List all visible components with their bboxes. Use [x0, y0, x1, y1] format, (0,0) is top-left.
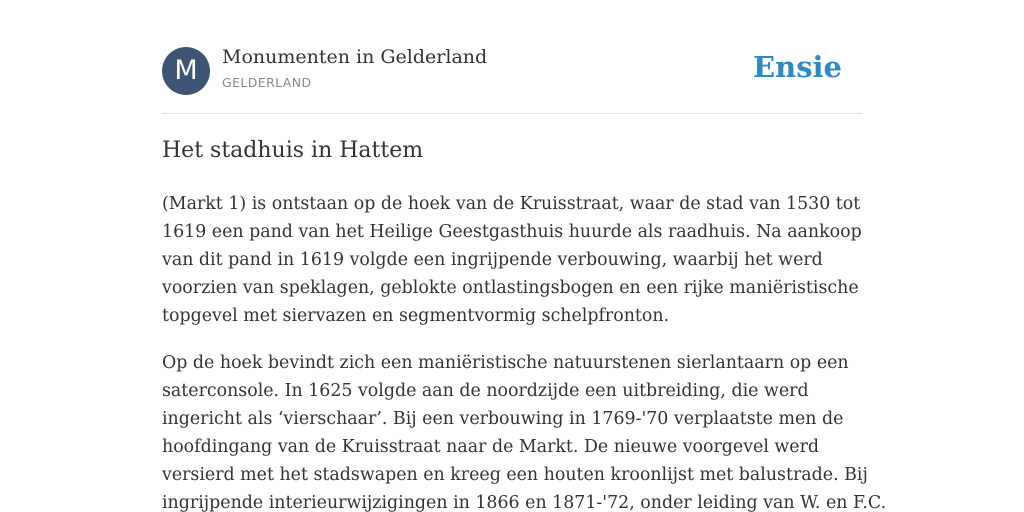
brand-logo[interactable]: Ensie — [753, 50, 842, 84]
text-line: hoofdingang van de Kruisstraat naar de Markt. De nieuwe voorgevel werd — [162, 437, 820, 457]
text-line: ingrijpende interieurwijzigingen in 1866 en 1871-'72, onder leiding van W. en F.C. — [162, 493, 887, 512]
text-line: 1619 een pand van het Heilige Geestgasthuis huurde als raadhuis. Na aankoop — [162, 222, 862, 242]
text-line: van dit pand in 1619 volgde een ingrijpende verbouwing, waarbij het werd — [162, 250, 823, 270]
header-divider — [162, 113, 862, 114]
source-header — [162, 46, 862, 96]
paragraph-2 — [162, 349, 887, 512]
article-title: Het stadhuis in Hattem — [162, 138, 424, 163]
source-title-link[interactable]: Monumenten in Gelderland — [222, 46, 488, 68]
text-line: versierd met het stadswapen en kreeg een houten kroonlijst met balustrade. Bij — [162, 465, 868, 485]
text-line: ingericht als ‘vierschaar’. Bij een verbouwing in 1769-'70 verplaatste men de — [162, 409, 844, 429]
text-line: Op de hoek bevindt zich een maniëristische natuurstenen sierlantaarn op een — [162, 353, 849, 373]
text-line: saterconsole. In 1625 volgde aan de noordzijde een uitbreiding, die werd — [162, 381, 809, 401]
paragraph-1 — [162, 190, 862, 330]
article-body — [162, 190, 887, 512]
text-line: topgevel met siervazen en segmentvormig schelpfronton. — [162, 306, 670, 326]
source-avatar[interactable]: M — [162, 47, 210, 95]
source-category: GELDERLAND — [222, 75, 312, 90]
text-line: voorzien van speklagen, geblokte ontlastingsbogen en een rijke maniëristische — [162, 278, 859, 298]
text-line: (Markt 1) is ontstaan op de hoek van de Kruisstraat, waar de stad van 1530 tot — [162, 194, 861, 214]
